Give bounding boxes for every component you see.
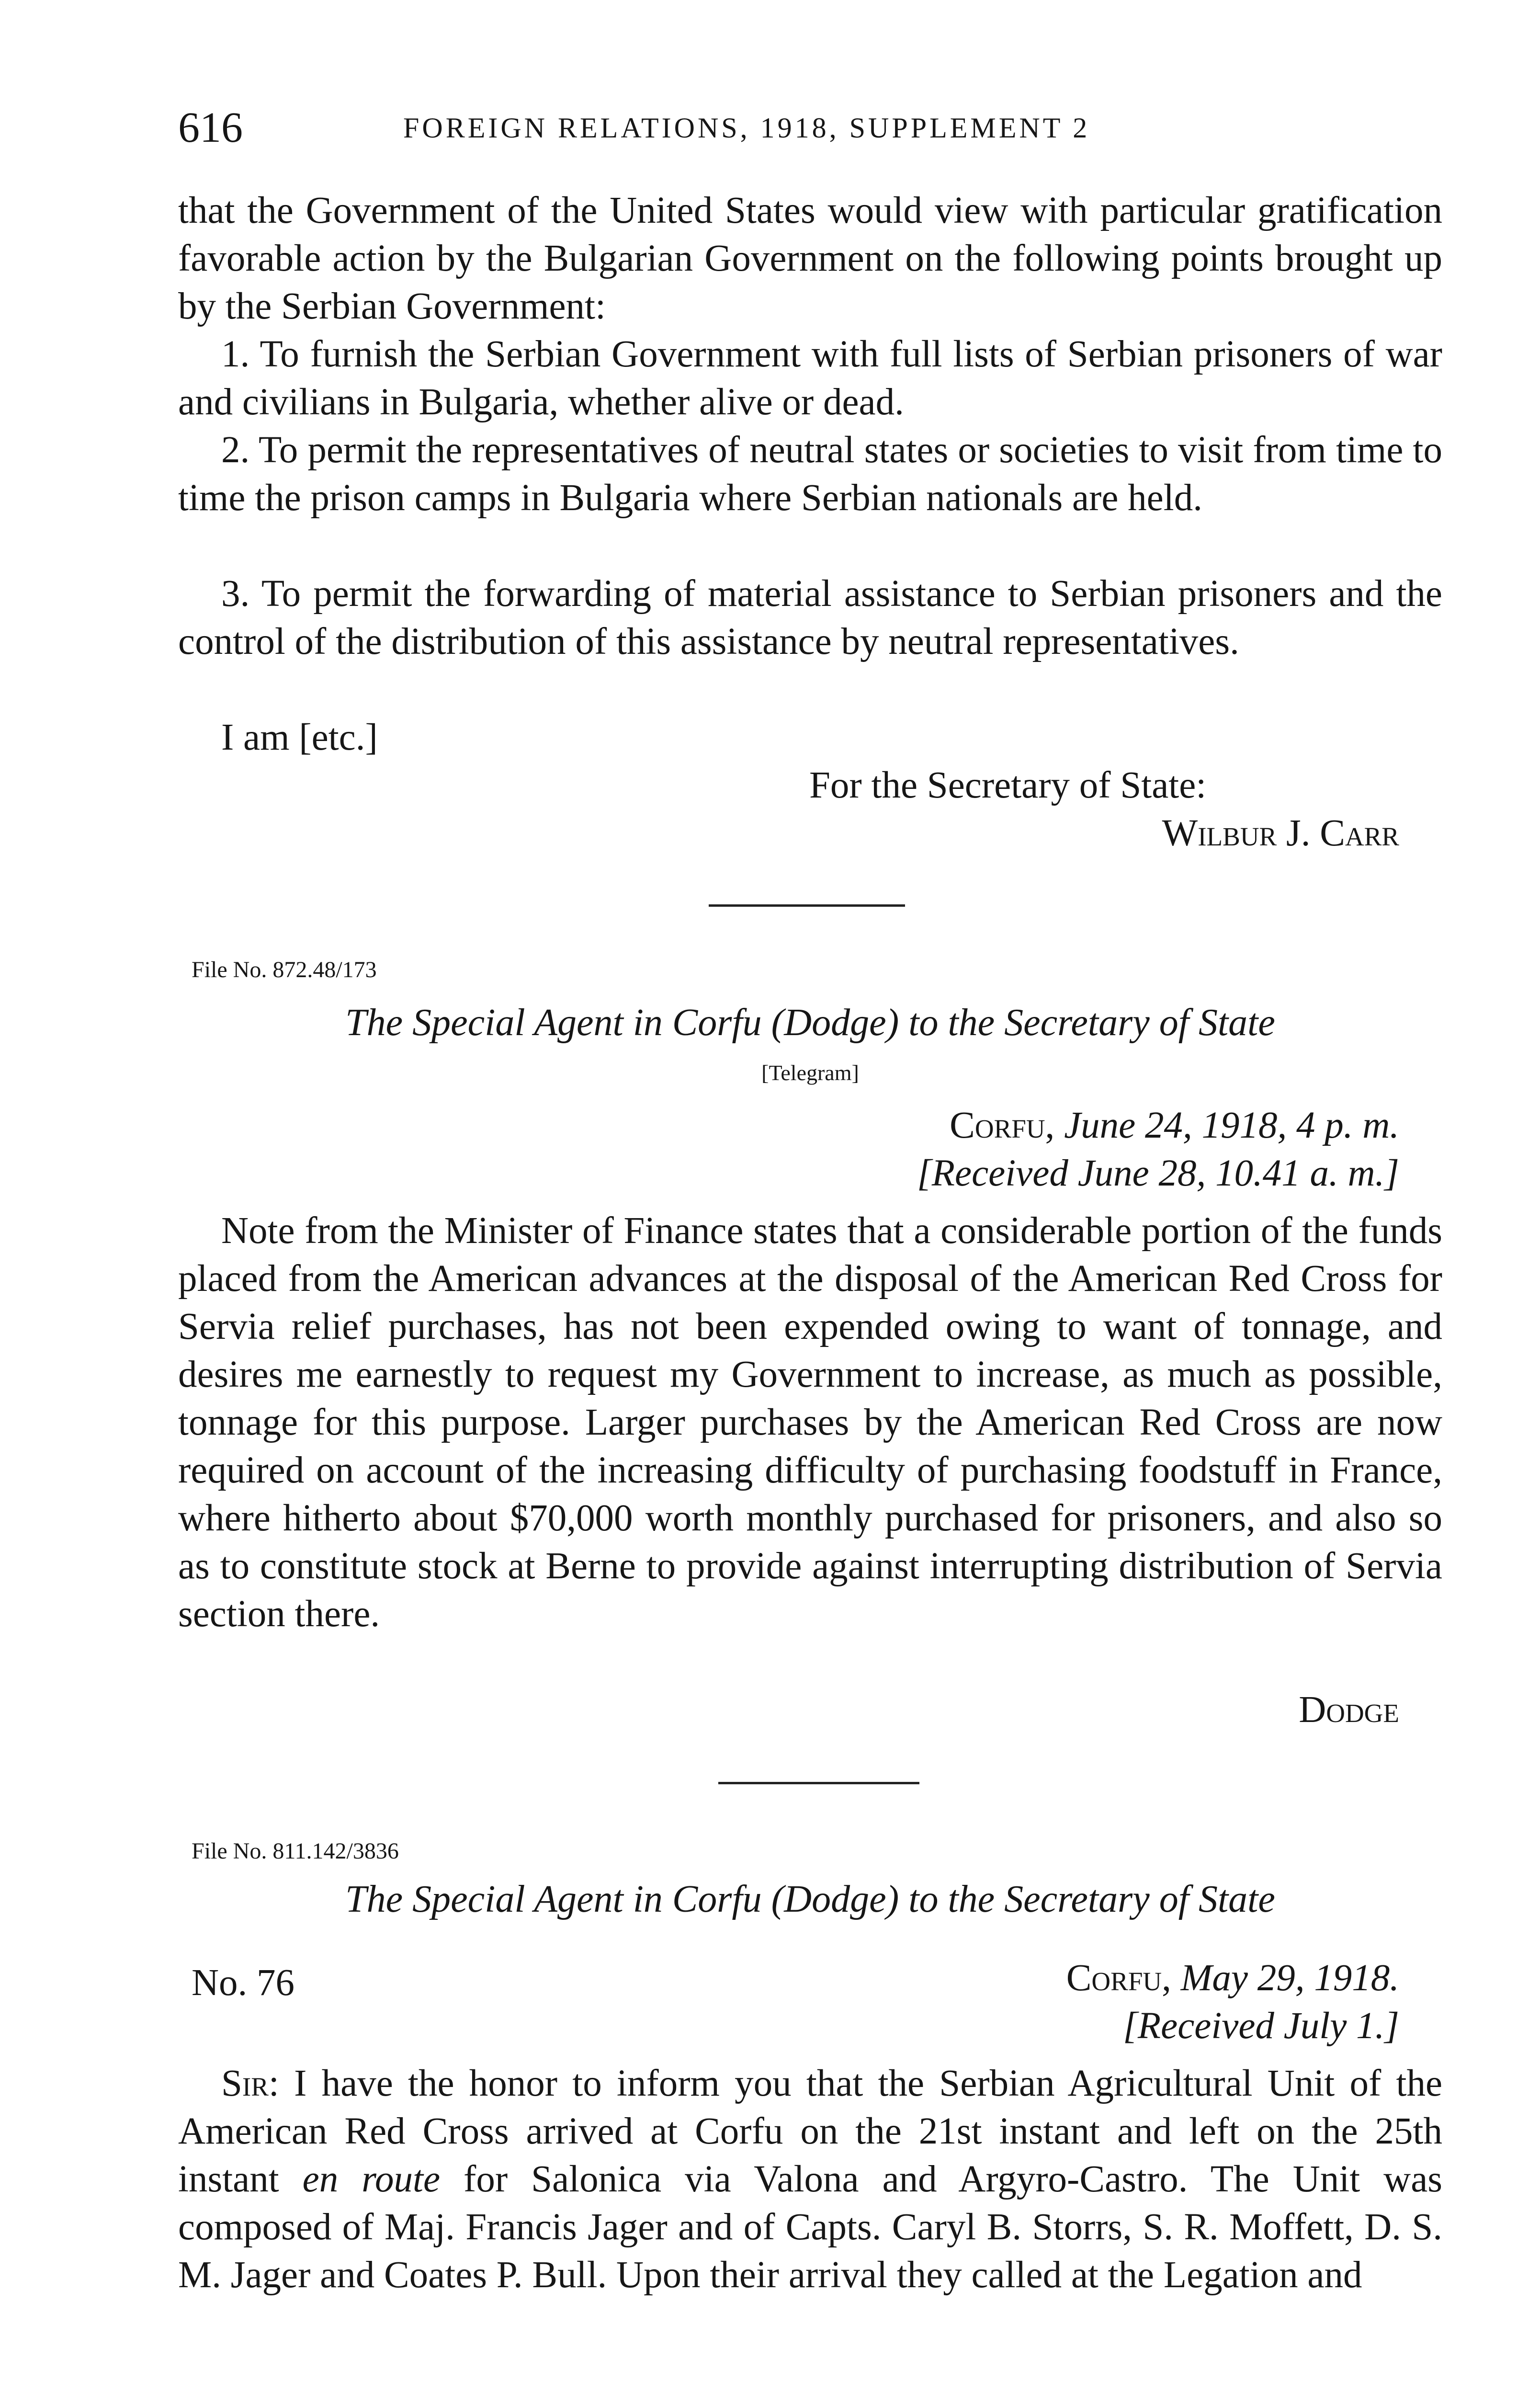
document-title-2: The Special Agent in Corfu (Dodge) to the Secretary of State xyxy=(345,1878,1275,1920)
point-2-paragraph: 2. To permit the representatives of neutral states or societies to visit from time to time the prison camps in Bulgaria where Serbian nationals are held. xyxy=(178,429,1442,519)
place-corfu-2: Corfu, xyxy=(1066,1957,1171,1999)
dispatch-body-text-2: for Salonica via Valona and Argyro-Castro. The Unit was composed of Maj. Francis Jager and of Capts. Caryl B. Storrs, S. R. Moffett, D. S. M. Jager and Coates P. Bull. Upon their arrival they called at the Legation and xyxy=(178,2158,1443,2296)
received-date-2: [Received July 1.] xyxy=(1123,2005,1399,2047)
file-number-2: File No. 811.142/3836 xyxy=(192,1838,399,1864)
dispatch-body-text-1: I have the honor to inform you that the Serbian Agricultural Unit of the American Red Cross arrived at Corfu on the 21st instant and left on the 25th instant xyxy=(178,2063,1443,2200)
telegram-body: Note from the Minister of Finance states that a considerable portion of the funds placed from the American advances at the disposal of the American Red Cross for Servia relief purchases, has not been expended owing to want of tonnage, and desires me earnestly to request my Government to increase, as much as possible, tonnage for this purpose. Larger purchases by the American Red Cross are now required on account of the increasing difficulty of purchasing foodstuff in France, where hitherto about $70,000 worth monthly purchased for prisoners, and also so as to constitute stock at Berne to provide against interrupting distribution of Servia section there. xyxy=(178,1210,1442,1635)
received-line-2 xyxy=(178,2002,1399,2050)
place-corfu-1: Corfu, xyxy=(950,1105,1055,1146)
point-3-paragraph: 3. To permit the forwarding of material assistance to Serbian prisoners and the control of the distribution of this assistance by neutral representatives. xyxy=(178,573,1442,662)
dispatch-body-italic: en route xyxy=(302,2158,441,2200)
page-header xyxy=(178,102,1442,154)
signature-dodge: Dodge xyxy=(1299,1689,1399,1731)
dispatch-number: No. 76 xyxy=(192,1962,295,2004)
section-divider-1 xyxy=(709,904,905,907)
for-secretary-line: For the Secretary of State: xyxy=(809,764,1207,806)
date-1: June 24, 1918, 4 p. m. xyxy=(1064,1105,1399,1146)
document-title-1: The Special Agent in Corfu (Dodge) to the Secretary of State xyxy=(345,1002,1275,1044)
received-date-1: [Received June 28, 10.41 a. m.] xyxy=(917,1152,1399,1194)
running-head: FOREIGN RELATIONS, 1918, SUPPLEMENT 2 xyxy=(403,112,1090,144)
file-number-1: File No. 872.48/173 xyxy=(192,957,377,982)
point-1-paragraph: 1. To furnish the Serbian Government with full lists of Serbian prisoners of war and civilians in Bulgaria, whether alive or dead. xyxy=(178,333,1442,423)
telegram-label: [Telegram] xyxy=(761,1061,859,1085)
date-2: May 29, 1918. xyxy=(1180,1957,1399,1999)
received-line-1 xyxy=(178,1150,1399,1198)
dateline-1 xyxy=(178,1102,1399,1150)
page-number: 616 xyxy=(178,104,243,151)
dispatch-body xyxy=(178,2060,1442,2299)
section-divider-2 xyxy=(718,1782,919,1784)
letter-closing: I am [etc.] xyxy=(221,717,378,758)
letter-opening-paragraph: that the Government of the United States would view with particular gratification favorable action by the Bulgarian Government on the following points brought up by the Serbian Government: xyxy=(178,190,1442,327)
salutation: Sir: xyxy=(221,2063,279,2104)
dateline-2 xyxy=(178,1954,1399,2002)
signature-carr: Wilbur J. Carr xyxy=(1162,812,1399,854)
